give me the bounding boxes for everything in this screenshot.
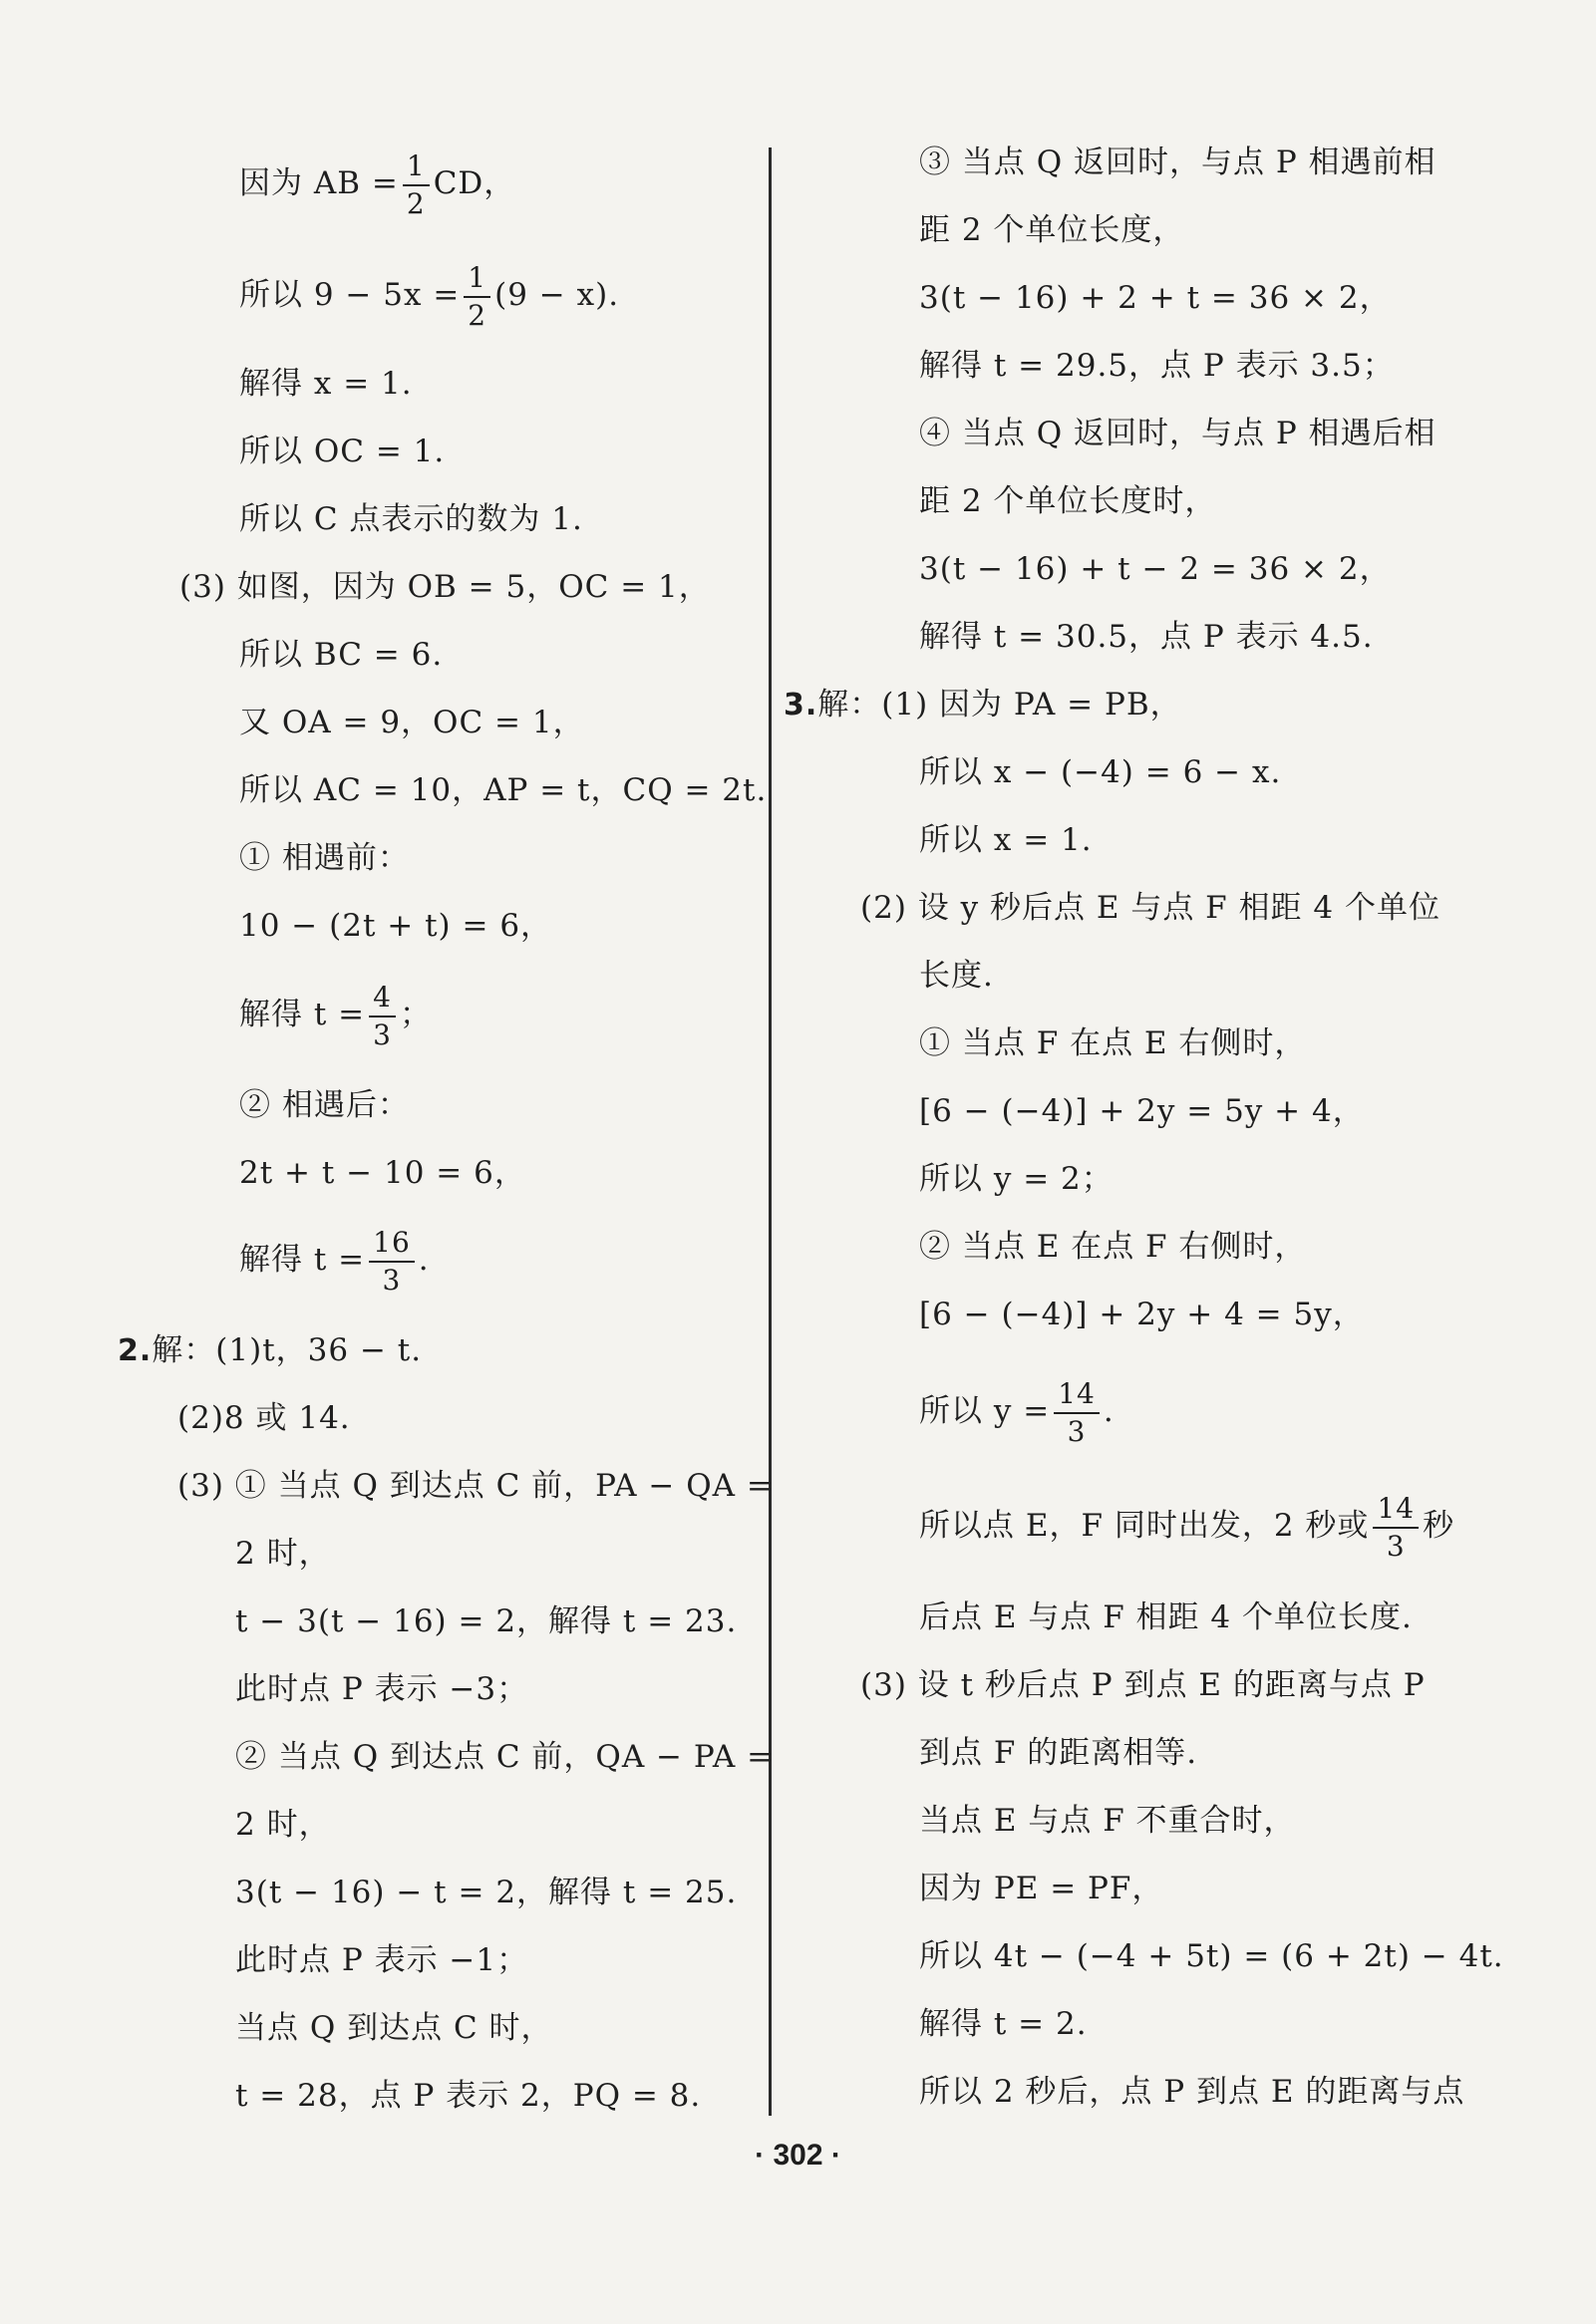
line: [6 − (−4)] + 2y = 5y + 4， [919,1093,1365,1129]
fraction: $\frac{16}{3}$ [369,1225,415,1299]
line: ① 相遇前： [239,840,410,876]
line: 解得 t = 30.5，点 P 表示 4.5. [919,619,1374,655]
line: ① 当点 F 在点 E 右侧时， [919,1025,1307,1061]
line: (3) 如图，因为 OB = 5，OC = 1， [179,569,711,605]
line: ② 当点 E 在点 F 右侧时， [919,1229,1307,1265]
line: [6 − (−4)] + 2y + 4 = 5y， [919,1297,1365,1332]
line: 此时点 P 表示 −3； [235,1671,529,1707]
line: 2 时， [235,1536,331,1572]
line: 2 时， [235,1807,331,1843]
question-2: 2.解：(1)t，36 − t. [118,1332,423,1368]
line: 所以 C 点表示的数为 1. [239,501,583,537]
line: ② 相遇后： [239,1087,410,1123]
question-3: 3.解：(1) 因为 PA = PB， [784,687,1182,723]
line: 到点 F 的距离相等. [919,1735,1198,1771]
line: (3) ① 当点 Q 到达点 C 前，PA − QA = [177,1468,774,1504]
line: 当点 Q 到达点 C 时， [235,2010,553,2046]
line: 3(t − 16) − t = 2，解得 t = 25. [235,1875,738,1910]
fraction: $\frac{1}{2}$ [403,148,430,222]
line: 所以点 E，F 同时出发，2 秒或 $\frac{14}{3}$ 秒 [919,1491,1455,1563]
line: 解得 t = $\frac{16}{3}$ . [239,1225,430,1297]
line: t = 28，点 P 表示 2，PQ = 8. [235,2078,702,2114]
line: (2) 设 y 秒后点 E 与点 F 相距 4 个单位 [860,890,1440,926]
line: 因为 PE = PF， [919,1871,1164,1906]
line: 长度. [919,958,994,994]
line: (3) 设 t 秒后点 P 到点 E 的距离与点 P [860,1667,1426,1703]
line: 所以 9 − 5x = $\frac{1}{2}$ (9 − x). [239,260,620,332]
line: 此时点 P 表示 −1； [235,1942,529,1978]
line: 距 2 个单位长度时， [919,483,1217,519]
line: ④ 当点 Q 返回时，与点 P 相遇后相 [919,416,1436,451]
line: ③ 当点 Q 返回时，与点 P 相遇前相 [919,145,1436,180]
line: 10 − (2t + t) = 6， [239,908,553,944]
line: 因为 AB = $\frac{1}{2}$ CD， [239,148,516,220]
fraction: $\frac{4}{3}$ [369,980,396,1053]
line: 所以 x = 1. [919,822,1093,858]
fraction: $\frac{1}{2}$ [464,260,490,334]
line: 3(t − 16) + 2 + t = 36 × 2， [919,280,1392,316]
fraction: $\frac{14}{3}$ [1373,1491,1419,1565]
line: 所以 x − (−4) = 6 − x. [919,754,1282,790]
fraction: $\frac{14}{3}$ [1054,1376,1100,1450]
line: 当点 E 与点 F 不重合时， [919,1803,1296,1839]
line: 所以 OC = 1. [239,434,446,469]
page-number: · 302 · [755,2139,841,2172]
column-divider [769,147,772,2116]
line: 所以 2 秒后，点 P 到点 E 的距离与点 [919,2074,1465,2110]
line: 解得 t = 29.5，点 P 表示 3.5； [919,348,1395,384]
line: 所以 4t − (−4 + 5t) = (6 + 2t) − 4t. [919,1938,1504,1974]
line: 2t + t − 10 = 6， [239,1155,526,1191]
line: 所以 y = 2； [919,1161,1114,1197]
line: ② 当点 Q 到达点 C 前，QA − PA = [235,1739,775,1775]
line: 解得 t = 2. [919,2006,1088,2042]
line: 距 2 个单位长度， [919,212,1185,248]
line: 解得 x = 1. [239,366,413,402]
line: 所以 BC = 6. [239,637,444,673]
line: t − 3(t − 16) = 2，解得 t = 23. [235,1603,738,1639]
line: 3(t − 16) + t − 2 = 36 × 2， [919,551,1392,587]
line: 所以 y = $\frac{14}{3}$ . [919,1376,1115,1448]
line: 又 OA = 9，OC = 1， [239,705,585,740]
line: 所以 AC = 10，AP = t，CQ = 2t. [239,772,768,808]
line: 后点 E 与点 F 相距 4 个单位长度. [919,1599,1413,1635]
line: (2)8 或 14. [177,1400,351,1436]
line: 解得 t = $\frac{4}{3}$ ； [239,980,432,1051]
